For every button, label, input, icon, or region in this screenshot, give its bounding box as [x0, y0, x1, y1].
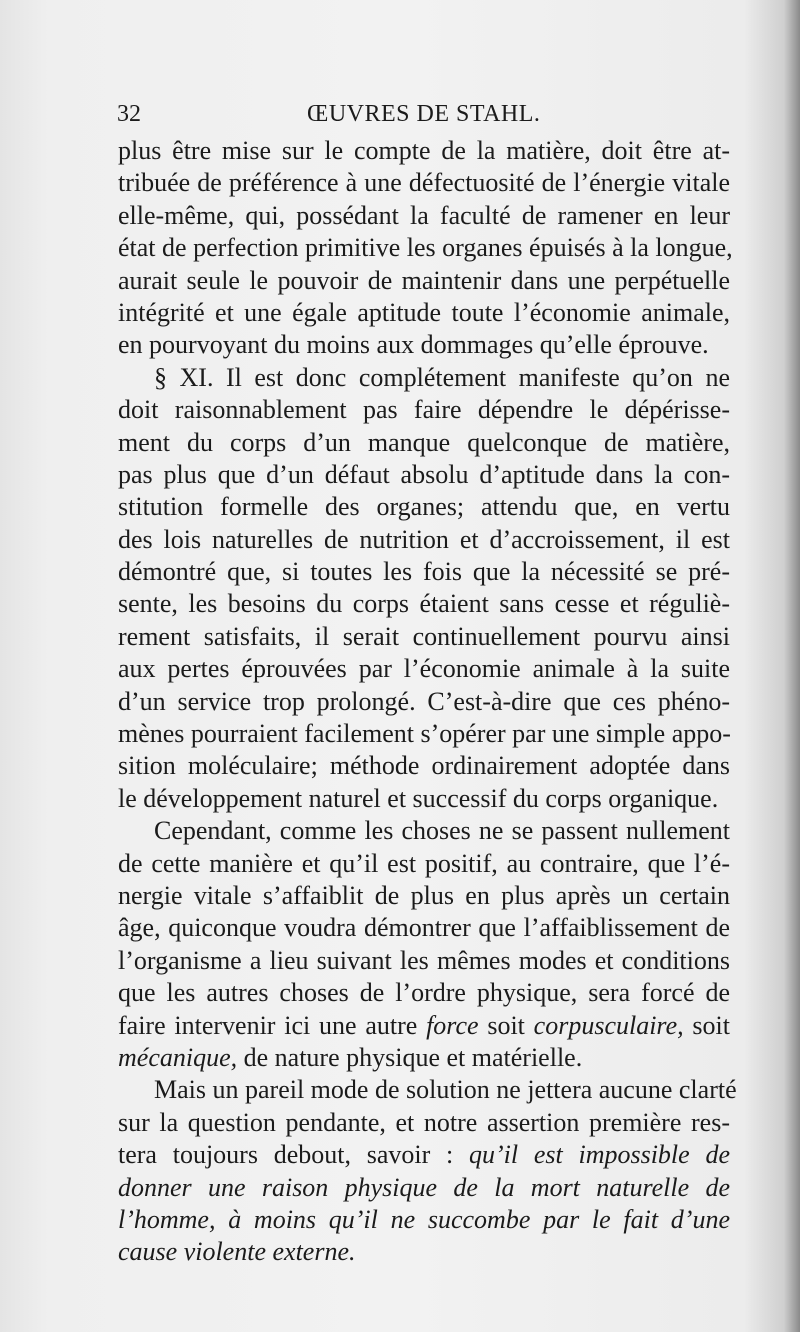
running-title: ŒUVRES DE STAHL.	[307, 101, 541, 127]
text-line: tribuée de préférence à une défectuosité de l’énergie vitale	[118, 168, 730, 198]
text-line: état de perfection primitive les organes épuisés à la longue,	[118, 233, 733, 263]
text-line: mènes pourraient facilement s’opérer par une simple appo-	[118, 719, 731, 749]
italic-text: qu’il est impossible de	[468, 1140, 730, 1170]
text-line: tera toujours debout, savoir : qu’il est impossible de	[118, 1140, 730, 1170]
italic-text: corpusculaire,	[533, 1010, 684, 1040]
paragraph-start-line: Cependant, comme les choses ne se passent nullement	[154, 816, 730, 846]
page-header	[117, 97, 727, 131]
text-line: le développement naturel et successif du corps organique.	[118, 783, 719, 813]
text-line: ment du corps d’un manque quelconque de matière,	[118, 427, 730, 457]
text-line: aux pertes éprouvées par l’économie animale à la suite	[118, 654, 730, 684]
text-line: démontré que, si toutes les fois que la nécessité se pré-	[118, 557, 730, 587]
text-line: que les autres choses de l’ordre physique, sera forcé de	[118, 978, 730, 1008]
text-line: rement satisfaits, il serait continuellement pourvu ainsi	[118, 621, 730, 651]
text-line: de cette manière et qu’il est positif, au contraire, que l’é-	[118, 848, 730, 878]
text-line: âge, quiconque voudra démontrer que l’affaiblissement de	[118, 913, 730, 943]
text-line: mécanique, de nature physique et matérielle.	[118, 1042, 583, 1072]
text-line: aurait seule le pouvoir de maintenir dans une perpétuelle	[118, 265, 730, 295]
italic-text: l’homme, à moins qu’il ne succombe par le fait d’une	[118, 1204, 730, 1234]
text-line: elle-même, qui, possédant la faculté de ramener en leur	[118, 200, 730, 230]
paragraph-start-line: § XI. Il est donc complétement manifeste qu’on ne	[154, 362, 730, 392]
text-line: pas plus que d’un défaut absolu d’aptitude dans la con-	[118, 459, 730, 489]
italic-text: mécanique,	[118, 1042, 238, 1072]
page-number: 32	[117, 101, 141, 127]
text-line: faire intervenir ici une autre force soit corpusculaire, soit	[118, 1010, 730, 1040]
text-line: des lois naturelles de nutrition et d’accroissement, il est	[118, 524, 730, 554]
text-line: sur la question pendante, et notre assertion première res-	[118, 1107, 730, 1137]
italic-text: force	[426, 1010, 479, 1040]
body-text	[118, 135, 737, 1269]
text-line: doit raisonnablement pas faire dépendre le dépérisse-	[118, 395, 730, 425]
text-line: stitution formelle des organes; attendu que, en vertu	[118, 492, 730, 522]
text-line: sition moléculaire; méthode ordinairement adoptée dans	[118, 751, 730, 781]
italic-text: cause violente externe.	[118, 1237, 356, 1267]
text-line	[118, 1204, 730, 1236]
paragraph-start-line: Mais un pareil mode de solution ne jettera aucune clarté	[154, 1075, 737, 1105]
text-line: intégrité et une égale aptitude toute l’économie animale,	[118, 297, 730, 327]
text-line	[118, 1172, 730, 1204]
text-line: en pourvoyant du moins aux dommages qu’elle éprouve.	[118, 330, 709, 360]
text-line: l’organisme a lieu suivant les mêmes modes et conditions	[118, 945, 730, 975]
text-line: sente, les besoins du corps étaient sans cesse et réguliè-	[118, 589, 730, 619]
italic-text: donner une raison physique de la mort naturelle de	[118, 1172, 730, 1202]
text-line	[118, 1236, 730, 1268]
text-line: d’un service trop prolongé. C’est-à-dire que ces phéno-	[118, 686, 730, 716]
text-line: plus être mise sur le compte de la matière, doit être at-	[118, 136, 730, 165]
text-line: nergie vitale s’affaiblit de plus en plus après un certain	[118, 880, 730, 910]
